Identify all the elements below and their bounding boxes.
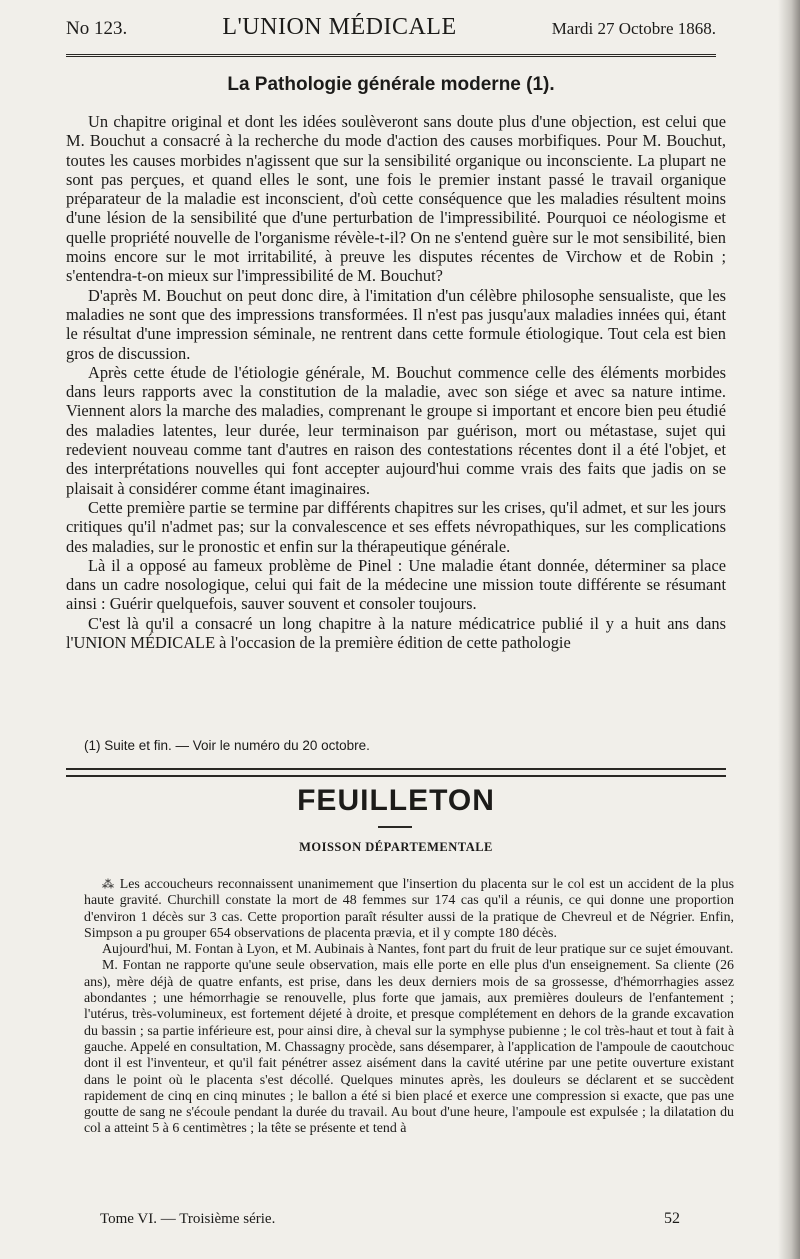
feuilleton-paragraph-text: Les accoucheurs reconnaissent unanimement que l'insertion du placenta sur le col est un accident de la plus haute gravité. Churchill constate la mort de 48 femmes sur 174 cas qu'il a réunis, ce qui donne une proportion d'environ 1 décès sur 3 cas. Cette proportion paraît résulter aussi de la pratique de Chevreul et de Négrier. Enfin, Simpson a pu grouper 654 observations de placenta prævia, et il y compte 180 décès.: [84, 877, 735, 941]
article-paragraph: Après cette étude de l'étiologie générale, M. Bouchut commence celle des éléments morbides dans leurs rapports avec la constitution de la maladie, avec son siége et avec sa nature intime. Viennent alors la marche des maladies, comprenant le groupe si important et encore bien peu étudié des maladies latentes, leur durée, leur terminaison par guérison, mort ou métastase, sujet qui redevient nouveau comme tant d'autres en raison des contestations récentes dont il a été l'objet, et des interprétations nouvelles qui font accepter aujourd'hui comme vrais des faits que jadis on se plaisait à considérer comme étant imaginaires.: [66, 362, 726, 498]
article-paragraph: Cette première partie se termine par différents chapitres sur les crises, qu'il admet, et sur les jours critiques qu'il n'admet pas; sur la convalescence et ses effets névropathiques, sur les complications des maladies, sur le pronostic et enfin sur la thérapeutique générale.: [66, 497, 726, 556]
feuilleton-paragraph: M. Fontan ne rapporte qu'une seule observation, mais elle porte en elle plus d'un enseignement. Sa cliente (26 ans), mère déjà de quatre enfants, est prise, dans les deux derniers mois de sa grossesse, d'hémorrhagies assez abondantes ; une hémorrhagie se renouvelle, plus forte que jamais, aux premières douleurs de l'enfantement ; l'utérus, très-volumineux, est fortement déjeté à droite, et presque complétement en dehors de la grande excavation du bassin ; sa partie inférieure est, pour ainsi dire, à cheval sur la symphyse pubienne ; le col très-haut et tout à fait à gauche. Appelé en consultation, M. Chassagny procède, sans désemparer, à l'application de l'ampoule de caoutchouc dont il est l'inventeur, et qu'il fait pénétrer assez aisément dans la cavité utérine par une petite ouverture existant dans le point où le placenta s'est décollé. Quelques minutes après, les douleurs se déclarent et se succèdent rapidement de cinq en cinq minutes ; le ballon a été si bien placé et exerce une compression si exacte, que pas une goutte de sang ne s'écoule pendant la durée du travail. Au bout d'une heure, l'ampoule est expulsée ; la dilatation du col a atteint 5 à 6 centimètres ; la tête se présente et tend à: [84, 958, 734, 1137]
article-paragraph: Là il a opposé au fameux problème de Pinel : Une maladie étant donnée, déterminer sa place dans un cadre nosologique, celui qui fait de la médecine une mission toute différente se résumant ainsi : Guérir quelquefois, sauver souvent et consoler toujours.: [66, 555, 726, 614]
article-paragraph: D'après M. Bouchut on peut donc dire, à l'imitation d'un célèbre philosophe sensualiste, que les maladies ne sont que des impressions transformées. Il n'est pas jusqu'aux maladies innées qui, étant le résultat d'une impression séminale, ne rentrent dans cette formule étiologique. Tout cela est bien gros de discussion.: [66, 285, 726, 363]
article-title-footnote-ref: (1).: [526, 74, 555, 95]
issue-number: No 123.: [66, 18, 128, 39]
header-rule: [66, 54, 716, 57]
article-title-text: La Pathologie générale moderne: [227, 74, 521, 95]
volume-series: Tome VI. — Troisième série.: [100, 1211, 276, 1227]
feuilleton-paragraph: Aujourd'hui, M. Fontan à Lyon, et M. Aubinais à Nantes, font part du fruit de leur pratique sur ce sujet émouvant.: [102, 942, 734, 958]
feuilleton-heading: FEUILLETON: [297, 784, 495, 817]
issue-date: Mardi 27 Octobre 1868.: [551, 19, 716, 38]
page-footer: [100, 1210, 680, 1228]
section-divider: [66, 768, 726, 777]
article-paragraph: C'est là qu'il a consacré un long chapitre à la nature médicatrice publié il y a huit ans dans l'UNION MÉDICALE à l'occasion de la première édition de cette pathologie: [66, 613, 726, 653]
feuilleton-paragraph: [84, 876, 734, 942]
page-number: 52: [664, 1210, 680, 1227]
page-edge-shadow: [778, 0, 800, 1259]
journal-title: L'UNION MÉDICALE: [222, 14, 457, 40]
feuilleton-rule: [378, 826, 412, 828]
article-footnote: (1) Suite et fin. — Voir le numéro du 20 octobre.: [84, 738, 370, 753]
article-paragraph: Un chapitre original et dont les idées soulèveront sans doute plus d'une objection, est celui que M. Bouchut a consacré à la recherche du mode d'action des causes morbifiques. Pour M. Bouchut, toutes les causes morbides n'agissent que sur la sensibilité organique ou inconsciente. La plupart ne sont pas perçues, et quand elles le sont, une fois le premier instant passé le travail organique préparateur de la maladie est inconscient, d'où cette conséquence que les maladies résultent moins d'une lésion de la sensibilité que d'une perturbation de l'impressibilité. Pourquoi ce néologisme et quelle propriété nouvelle de l'organisme révèle-t-il? On ne s'entend guère sur le mot sensibilité, bien moins encore sur le mot irritabilité, à preuve les disputes récentes de Virchow et de Robin ; s'entendra-t-on mieux sur l'impressibilité de M. Bouchut?: [66, 112, 726, 286]
asterism-icon: ⁂: [102, 877, 116, 891]
feuilleton-subtitle: MOISSON DÉPARTEMENTALE: [299, 840, 493, 854]
article-body: [66, 112, 726, 652]
article-title: [66, 74, 716, 96]
page-header: [66, 14, 716, 50]
feuilleton-body: [84, 876, 734, 1138]
